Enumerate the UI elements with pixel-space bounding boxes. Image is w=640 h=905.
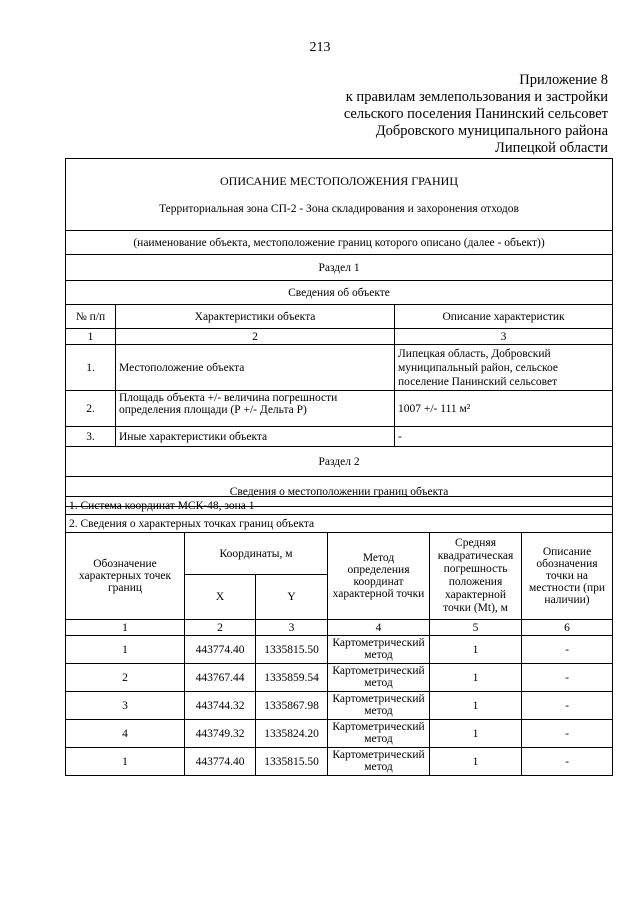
row-value: 1007 +/- 111 м² — [395, 391, 613, 427]
point-desc: - — [522, 720, 613, 748]
col-number: 1 — [66, 329, 116, 345]
appendix-line-3: сельского поселения Панинский сельсовет — [343, 106, 608, 122]
col-number: 5 — [430, 620, 522, 636]
col-number: 2 — [116, 329, 395, 345]
table-row — [66, 345, 613, 391]
point-y: 1335815.50 — [256, 636, 328, 664]
point-id: 1 — [66, 748, 185, 776]
section1-subtitle: Сведения об объекте — [66, 281, 613, 305]
col-number: 1 — [66, 620, 185, 636]
row-value: - — [395, 427, 613, 447]
row-name: Иные характеристики объекта — [116, 427, 395, 447]
point-x: 443774.40 — [185, 636, 256, 664]
col-method: Метод определения координат характерной точки — [328, 533, 430, 620]
appendix-line-4: Добровского муниципального района — [375, 123, 608, 139]
page-number: 213 — [309, 40, 331, 55]
point-mt: 1 — [430, 692, 522, 720]
table-row — [66, 391, 613, 427]
point-id: 2 — [66, 664, 185, 692]
col-header-description: Описание характеристик — [395, 305, 613, 329]
table-row — [66, 720, 613, 748]
col-y: Y — [256, 575, 328, 620]
point-mt: 1 — [430, 748, 522, 776]
section1-title: Раздел 1 — [66, 255, 613, 281]
point-mt: 1 — [430, 720, 522, 748]
col-designation: Обозначение характерных точек границ — [66, 533, 185, 620]
row-num: 3. — [66, 427, 116, 447]
point-desc: - — [522, 748, 613, 776]
table-row — [66, 692, 613, 720]
col-coordinates: Координаты, м — [185, 533, 328, 575]
point-y: 1335824.20 — [256, 720, 328, 748]
col-number: 3 — [395, 329, 613, 345]
appendix-line-5: Липецкой области — [495, 140, 608, 156]
point-method: Картометрический метод — [332, 664, 425, 689]
section2-subtitle: Сведения о местоположении границ объекта — [66, 477, 613, 507]
col-number: 4 — [328, 620, 430, 636]
row-num: 1. — [66, 345, 116, 391]
point-y: 1335867.98 — [256, 692, 328, 720]
col-header-num: № п/п — [66, 305, 116, 329]
point-desc: - — [522, 692, 613, 720]
coord-system: 1. Система координат МСК-48, зона 1 — [66, 497, 613, 515]
point-desc: - — [522, 664, 613, 692]
row-num: 2. — [66, 391, 116, 427]
point-y: 1335815.50 — [256, 748, 328, 776]
zone-name: Территориальная зона СП-2 - Зона складирования и захоронения отходов — [159, 203, 519, 215]
point-method: Картометрический метод — [332, 720, 425, 745]
appendix-line-1: Приложение 8 — [519, 72, 608, 88]
point-desc: - — [522, 636, 613, 664]
point-method: Картометрический метод — [332, 692, 425, 717]
appendix-line-2: к правилам землепользования и застройки — [345, 89, 608, 105]
point-method: Картометрический метод — [332, 748, 425, 773]
coord-system-table — [65, 496, 613, 533]
col-x: X — [185, 575, 256, 620]
point-id: 4 — [66, 720, 185, 748]
col-number: 2 — [185, 620, 256, 636]
point-mt: 1 — [430, 664, 522, 692]
point-id: 1 — [66, 636, 185, 664]
col-header-characteristic: Характеристики объекта — [116, 305, 395, 329]
table-row — [66, 636, 613, 664]
table-row — [66, 748, 613, 776]
table-row — [66, 427, 613, 447]
point-y: 1335859.54 — [256, 664, 328, 692]
point-x: 443749.32 — [185, 720, 256, 748]
point-id: 3 — [66, 692, 185, 720]
col-description: Описание обозначения точки на местности (при наличии) — [522, 533, 613, 620]
point-method: Картометрический метод — [332, 636, 425, 661]
table-row — [66, 664, 613, 692]
col-error: Средняя квадратическая погрешность положения характерной точки (Mt), м — [430, 533, 522, 620]
point-mt: 1 — [430, 636, 522, 664]
object-info-table — [65, 158, 613, 507]
row-name: Площадь объекта +/- величина погрешности определения площади (Р +/- Дельта Р) — [119, 391, 338, 416]
row-name: Местоположение объекта — [116, 345, 395, 391]
col-number: 6 — [522, 620, 613, 636]
row-value: Липецкая область, Добровский муниципальный район, сельское поселение Панинский сельсовет — [395, 345, 613, 391]
point-x: 443767.44 — [185, 664, 256, 692]
col-number: 3 — [256, 620, 328, 636]
section2-title: Раздел 2 — [66, 447, 613, 477]
points-title: 2. Сведения о характерных точках границ объекта — [66, 515, 613, 533]
zone-note: (наименование объекта, местоположение границ которого описано (далее - объект)) — [66, 231, 613, 255]
points-table — [65, 532, 613, 776]
point-x: 443774.40 — [185, 748, 256, 776]
appendix-caption — [344, 72, 608, 157]
header-cell — [66, 159, 613, 231]
document-title: ОПИСАНИЕ МЕСТОПОЛОЖЕНИЯ ГРАНИЦ — [220, 174, 458, 188]
point-x: 443744.32 — [185, 692, 256, 720]
